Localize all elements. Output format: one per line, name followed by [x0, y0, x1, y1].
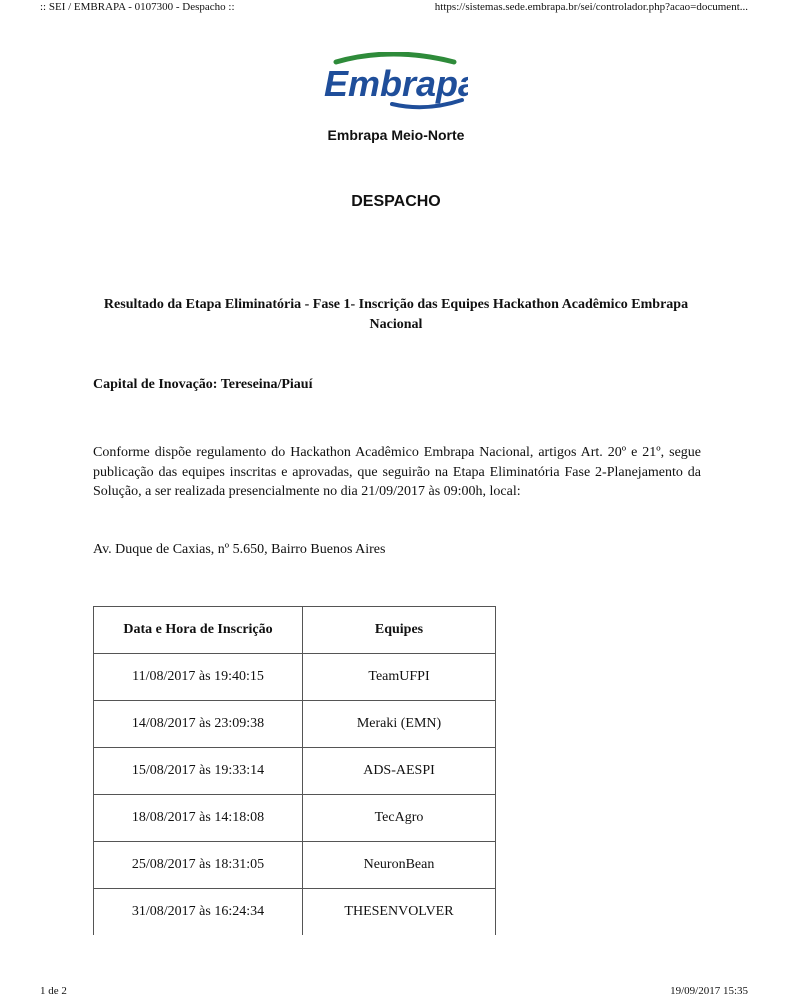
cell-team: THESENVOLVER — [303, 889, 496, 936]
cell-team: NeuronBean — [303, 842, 496, 889]
table-header-row — [94, 607, 496, 654]
subject-heading: Resultado da Etapa Eliminatória - Fase 1- Inscrição das Equipes Hackathon Acadêmico Embrapa Nacional — [103, 297, 689, 332]
cell-team: Meraki (EMN) — [303, 701, 496, 748]
table-row — [94, 889, 496, 936]
cell-date: 18/08/2017 às 14:18:08 — [94, 795, 303, 842]
header-teams: Equipes — [303, 607, 496, 654]
capital-line: Capital de Inovação: Tereseina/Piauí — [93, 377, 313, 392]
print-header-url: https://sistemas.sede.embrapa.br/sei/controlador.php?acao=document... — [434, 1, 748, 13]
cell-date: 31/08/2017 às 16:24:34 — [94, 889, 303, 936]
logo-wordmark: Embrapa — [324, 63, 468, 104]
cell-date: 14/08/2017 às 23:09:38 — [94, 701, 303, 748]
table-row — [94, 748, 496, 795]
organization-name: Embrapa Meio-Norte — [327, 127, 465, 143]
cell-team: TecAgro — [303, 795, 496, 842]
header-date: Data e Hora de Inscrição — [94, 607, 303, 654]
print-header-title: :: SEI / EMBRAPA - 0107300 - Despacho :: — [40, 1, 235, 13]
cell-date: 25/08/2017 às 18:31:05 — [94, 842, 303, 889]
table-row — [94, 795, 496, 842]
teams-table — [93, 606, 496, 935]
table-row — [94, 654, 496, 701]
table-row — [94, 701, 496, 748]
table-row — [94, 842, 496, 889]
cell-date: 11/08/2017 às 19:40:15 — [94, 654, 303, 701]
cell-date: 15/08/2017 às 19:33:14 — [94, 748, 303, 795]
print-timestamp: 19/09/2017 15:35 — [670, 985, 748, 997]
cell-team: ADS-AESPI — [303, 748, 496, 795]
document-title: DESPACHO — [351, 193, 441, 210]
page-number: 1 de 2 — [40, 985, 67, 997]
cell-team: TeamUFPI — [303, 654, 496, 701]
embrapa-logo — [322, 52, 468, 114]
body-paragraph: Conforme dispõe regulamento do Hackathon Acadêmico Embrapa Nacional, artigos Art. 20º e 21º, segue publicação das equipes inscritas e aprovadas, que seguirão na Etapa Eliminatória Fase 2-Planejamento da Solução, a ser realizada presencialmente no dia 21/09/2017 às 09:00h, local: — [93, 445, 701, 499]
address-line: Av. Duque de Caxias, nº 5.650, Bairro Buenos Aires — [93, 542, 386, 557]
